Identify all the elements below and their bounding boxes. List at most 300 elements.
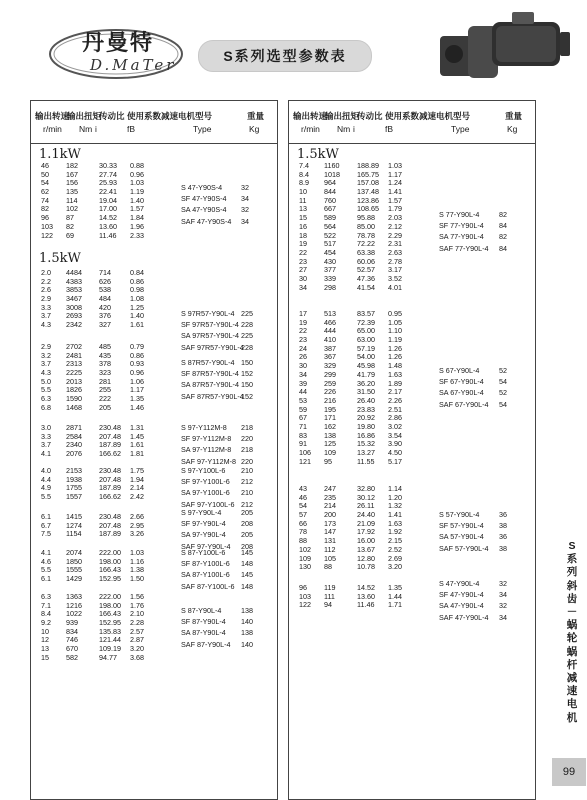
table-cell: 6.1 <box>41 574 51 584</box>
table-cell: 582 <box>66 652 78 662</box>
type-weight: 36 <box>499 510 507 519</box>
table-cell: 1018 <box>324 169 340 179</box>
table-cell: 626 <box>99 276 111 286</box>
type-row <box>439 220 535 231</box>
table-cell: 2.69 <box>388 553 402 563</box>
table-cell: 3008 <box>66 302 82 312</box>
table-cell: 834 <box>66 626 78 636</box>
table-cell: 152.95 <box>99 618 121 628</box>
table-cell: 27 <box>299 265 307 275</box>
type-name: S 47-Y90L-4 <box>439 579 480 588</box>
table-cell: 108.65 <box>357 204 379 214</box>
table-cell: 130 <box>299 562 311 572</box>
table-cell: 182 <box>66 161 78 170</box>
type-row <box>181 193 277 204</box>
table-cell: 299 <box>324 369 336 379</box>
type-name: S 87-Y90L-4 <box>181 606 222 615</box>
table-cell: 4.0 <box>41 466 51 475</box>
table-cell: 111 <box>324 591 335 601</box>
type-name: S 67-Y90L-4 <box>439 366 480 375</box>
type-weight: 210 <box>241 488 253 498</box>
type-weight: 34 <box>499 612 507 622</box>
table-cell: 46 <box>299 492 307 502</box>
table-cell: 167 <box>66 169 78 179</box>
table-cell: 1.31 <box>130 423 144 432</box>
table-cell: 166.43 <box>99 609 121 619</box>
table-cell: 1.79 <box>388 204 402 214</box>
table-cell: 376 <box>99 311 111 321</box>
table-row <box>31 654 277 663</box>
table-cell: 1.03 <box>130 548 144 557</box>
table-cell: 20.92 <box>357 413 375 423</box>
table-cell: 31.50 <box>357 387 375 397</box>
table-cell: 15 <box>41 652 49 662</box>
type-row <box>439 209 535 220</box>
table-cell: 15 <box>299 213 307 223</box>
table-cell: 205 <box>99 402 111 412</box>
table-cell: 230.48 <box>99 466 121 475</box>
table-cell: 1.89 <box>388 378 402 388</box>
type-weight: 38 <box>499 521 507 531</box>
table-cell: 3467 <box>66 294 82 304</box>
type-row <box>181 581 277 592</box>
header-label: 减速电机型号 <box>161 111 213 121</box>
table-cell: 3.7 <box>41 359 51 369</box>
table-cell: 94 <box>324 600 332 610</box>
table-cell: 3.3 <box>41 431 51 441</box>
table-cell: 10 <box>299 187 307 197</box>
table-cell: 0.98 <box>130 285 144 295</box>
type-row <box>439 365 535 376</box>
type-name: SF 77-Y90L-4 <box>439 221 484 231</box>
table-cell: 230.48 <box>99 423 121 432</box>
type-row <box>181 330 277 341</box>
table-cell: 147 <box>324 527 336 537</box>
type-name: SA 87-Y90L-4 <box>181 628 226 638</box>
header-label: 重量 <box>247 111 265 121</box>
table-cell: 2076 <box>66 449 82 459</box>
table-cell: 5.5 <box>41 385 51 395</box>
table-cell: 1.71 <box>388 600 402 610</box>
type-name: SF 97-Y112M-8 <box>181 434 232 444</box>
table-cell: 2.29 <box>388 230 402 240</box>
section-power-label: 1.1kW <box>39 147 81 162</box>
table-cell: 378 <box>99 359 111 369</box>
table-cell: 1.03 <box>388 161 402 170</box>
table-cell: 11.46 <box>99 230 117 240</box>
table-cell: 1.16 <box>130 556 144 566</box>
table-cell: 1557 <box>66 492 82 502</box>
table-cell: 1.61 <box>130 440 144 450</box>
table-cell: 26 <box>299 352 307 362</box>
type-row <box>439 376 535 387</box>
table-cell: 466 <box>324 317 336 327</box>
header-unit: Nm <box>79 124 93 134</box>
table-row <box>289 458 535 467</box>
table-cell: 13 <box>41 644 49 654</box>
table-cell: 3.54 <box>388 430 402 440</box>
type-row <box>181 616 277 627</box>
type-weight: 212 <box>241 477 253 487</box>
table-cell: 125 <box>324 439 336 449</box>
table-cell: 538 <box>99 285 111 295</box>
table-cell: 1.19 <box>388 335 402 345</box>
type-name: SA 67-Y90L-4 <box>439 388 484 398</box>
table-cell: 7.1 <box>41 600 51 610</box>
type-weight: 84 <box>499 221 507 231</box>
table-cell: 19.04 <box>99 195 117 205</box>
table-cell: 1826 <box>66 385 82 395</box>
table-cell: 2702 <box>66 342 82 351</box>
table-cell: 430 <box>324 256 336 266</box>
table-cell: 1216 <box>66 600 82 610</box>
header-unit: Type <box>451 124 470 134</box>
table-cell: 444 <box>324 326 336 336</box>
type-row <box>181 487 277 498</box>
table-cell: 54.00 <box>357 352 375 362</box>
header-unit: fB <box>385 124 394 134</box>
table-cell: 3.68 <box>130 652 144 662</box>
header-label: 使用系数 <box>385 111 420 121</box>
section-power-label: 1.5kW <box>39 251 81 266</box>
table-cell: 6.8 <box>41 402 51 412</box>
table-cell: 16.00 <box>357 536 375 546</box>
table-cell: 2.15 <box>388 536 402 546</box>
table-cell: 667 <box>324 204 336 214</box>
type-row <box>439 589 535 600</box>
table-cell: 135 <box>66 187 78 197</box>
type-row <box>439 509 535 520</box>
table-cell: 0.96 <box>130 169 144 179</box>
table-cell: 103 <box>41 221 53 231</box>
type-weight: 205 <box>241 508 253 517</box>
table-cell: 4.9 <box>41 483 51 493</box>
table-cell: 387 <box>324 343 336 353</box>
table-cell: 1468 <box>66 402 82 412</box>
table-cell: 3.0 <box>41 423 51 432</box>
type-row <box>181 547 277 558</box>
table-cell: 1.61 <box>130 320 144 330</box>
table-cell: 188.89 <box>357 161 379 170</box>
table-cell: 45.98 <box>357 361 375 371</box>
table-cell: 94.77 <box>99 652 117 662</box>
type-name: SF 87-Y90L-4 <box>181 617 226 627</box>
type-row <box>439 387 535 398</box>
table-cell: 13 <box>299 204 307 214</box>
table-cell: 24.40 <box>357 510 375 520</box>
type-row <box>181 216 277 227</box>
type-row <box>181 569 277 580</box>
table-cell: 21.09 <box>357 518 375 528</box>
table-cell: 1.63 <box>388 369 402 379</box>
table-cell: 62 <box>41 187 49 197</box>
table-row <box>31 232 277 241</box>
table-cell: 420 <box>99 302 111 312</box>
table-cell: 200 <box>324 510 336 520</box>
table-cell: 102 <box>299 544 311 554</box>
type-weight: 34 <box>241 194 249 204</box>
table-cell: 13.67 <box>357 544 375 554</box>
table-cell: 67 <box>299 413 307 423</box>
table-cell: 121 <box>299 456 311 466</box>
type-weight: 138 <box>241 606 253 615</box>
type-name: S 87R57-Y90L-4 <box>181 358 235 367</box>
table-cell: 2.78 <box>388 256 402 266</box>
header-label: 输出转速 <box>35 111 70 121</box>
type-weight: 32 <box>241 183 249 192</box>
table-cell: 166.62 <box>99 449 121 459</box>
type-row <box>181 529 277 540</box>
table-cell: 187.89 <box>99 440 121 450</box>
table-cell: 36.20 <box>357 378 375 388</box>
table-cell: 198.00 <box>99 556 121 566</box>
table-cell: 102 <box>66 204 78 214</box>
table-cell: 1.25 <box>130 302 144 312</box>
logo-chinese-text: 丹曼特 <box>82 30 155 56</box>
type-name: SAF 97-Y112M-8 <box>181 456 236 466</box>
type-row <box>181 357 277 368</box>
header-unit: i <box>353 124 355 134</box>
table-cell: 106 <box>299 448 311 457</box>
table-cell: 162 <box>324 421 336 431</box>
table-cell: 517 <box>324 239 336 249</box>
type-row <box>181 182 277 193</box>
table-cell: 8.4 <box>41 609 51 619</box>
table-cell: 513 <box>324 309 336 318</box>
table-cell: 3.7 <box>41 311 51 321</box>
table-cell: 5.5 <box>41 565 51 575</box>
table-cell: 1.17 <box>388 169 402 179</box>
table-cell: 63.00 <box>357 335 375 345</box>
type-weight: 228 <box>241 320 253 330</box>
type-row <box>181 639 277 650</box>
table-cell: 109 <box>299 553 311 563</box>
table-cell: 23.83 <box>357 404 375 414</box>
table-row <box>289 563 535 572</box>
table-cell: 95 <box>324 456 332 466</box>
type-name: SAF 97-Y90L-4 <box>181 541 231 551</box>
type-weight: 225 <box>241 331 253 341</box>
header-label: 重量 <box>505 111 523 121</box>
type-weight: 148 <box>241 559 253 569</box>
table-cell: 50 <box>41 169 49 179</box>
table-row <box>31 404 277 413</box>
table-cell: 32.80 <box>357 484 375 493</box>
table-cell: 1.50 <box>130 574 144 584</box>
type-name: SA 97R57-Y90L-4 <box>181 331 239 341</box>
type-name: SA 77-Y90L-4 <box>439 232 484 242</box>
table-cell: 255 <box>99 385 111 395</box>
table-cell: 22 <box>299 326 307 336</box>
type-row <box>439 520 535 531</box>
table-cell: 0.96 <box>130 368 144 378</box>
table-cell: 1.19 <box>130 187 144 197</box>
table-cell: 26.11 <box>357 501 375 511</box>
table-cell: 2.31 <box>388 239 402 249</box>
table-cell: 2.52 <box>388 544 402 554</box>
type-name: SF 87-Y100L-6 <box>181 559 230 569</box>
table-cell: 19.80 <box>357 421 375 431</box>
table-cell: 87 <box>66 213 74 223</box>
table-cell: 4.01 <box>388 282 402 292</box>
table-cell: 34 <box>299 369 307 379</box>
table-cell: 0.86 <box>130 276 144 286</box>
type-name: SA 57-Y90L-4 <box>439 532 484 542</box>
table-cell: 0.86 <box>130 350 144 360</box>
section-power-label: 1.5kW <box>297 147 339 162</box>
table-cell: 1850 <box>66 556 82 566</box>
type-weight: 34 <box>241 216 249 226</box>
table-cell: 11.55 <box>357 456 375 466</box>
table-cell: 69 <box>66 230 74 240</box>
table-cell: 6.3 <box>41 394 51 404</box>
table-cell: 4.1 <box>41 548 51 557</box>
type-weight: 225 <box>241 309 253 318</box>
table-cell: 2074 <box>66 548 82 557</box>
table-cell: 10.78 <box>357 562 375 572</box>
type-weight: 38 <box>499 543 507 553</box>
table-cell: 4.4 <box>41 474 51 484</box>
table-cell: 109.19 <box>99 644 121 654</box>
table-cell: 83.57 <box>357 309 375 318</box>
table-cell: 1.24 <box>388 178 402 188</box>
table-cell: 1274 <box>66 520 82 530</box>
type-name: SA 87R57-Y90L-4 <box>181 380 239 390</box>
table-cell: 222 <box>99 394 111 404</box>
type-weight: 228 <box>241 342 253 352</box>
table-cell: 222.00 <box>99 548 121 557</box>
type-weight: 150 <box>241 358 253 367</box>
table-cell: 714 <box>99 268 111 277</box>
type-name: SAF 87R57-Y90L-4 <box>181 391 244 401</box>
type-row <box>439 612 535 623</box>
table-cell: 2.10 <box>130 609 144 619</box>
table-cell: 4.3 <box>41 320 51 330</box>
type-name: SAF 67-Y90L-4 <box>439 399 489 409</box>
table-cell: 1.56 <box>130 592 144 601</box>
table-cell: 1555 <box>66 565 82 575</box>
type-weight: 152 <box>241 391 253 401</box>
type-weight: 140 <box>241 639 253 649</box>
table-cell: 1.05 <box>388 317 402 327</box>
type-row <box>439 578 535 589</box>
table-row <box>289 284 535 293</box>
type-weight: 82 <box>499 210 507 219</box>
table-cell: 137.48 <box>357 187 379 197</box>
type-row <box>439 243 535 254</box>
table-cell: 2584 <box>66 431 82 441</box>
table-cell: 72.22 <box>357 239 375 249</box>
type-name: SAF 97R57-Y90L-4 <box>181 342 244 352</box>
table-cell: 2342 <box>66 320 82 330</box>
type-row <box>181 204 277 215</box>
type-name: SA 97-Y90L-4 <box>181 530 226 540</box>
table-cell: 1.26 <box>388 352 402 362</box>
table-cell: 454 <box>324 247 336 257</box>
table-cell: 1.35 <box>388 583 402 592</box>
table-cell: 1.20 <box>388 492 402 502</box>
table-cell: 2013 <box>66 376 82 386</box>
type-weight: 220 <box>241 434 253 444</box>
table-cell: 13.27 <box>357 448 375 457</box>
type-name: SAF 87-Y100L-6 <box>181 581 235 591</box>
table-cell: 3853 <box>66 285 82 295</box>
table-cell: 1.45 <box>130 431 144 441</box>
table-cell: 82 <box>66 221 74 231</box>
type-row <box>181 444 277 455</box>
type-row <box>181 605 277 616</box>
table-cell: 1022 <box>66 609 82 619</box>
table-cell: 3.20 <box>130 644 144 654</box>
table-cell: 30.12 <box>357 492 375 502</box>
table-cell: 4484 <box>66 268 82 277</box>
table-cell: 2693 <box>66 311 82 321</box>
table-cell: 22 <box>299 247 307 257</box>
table-cell: 216 <box>324 395 336 405</box>
table-cell: 156 <box>66 178 78 188</box>
table-cell: 166.43 <box>99 565 121 575</box>
table-cell: 103 <box>299 591 311 601</box>
table-cell: 207.48 <box>99 474 121 484</box>
table-cell: 78.78 <box>357 230 375 240</box>
type-name: SA 47-Y90L-4 <box>439 601 484 611</box>
type-name: S 47-Y90S-4 <box>181 183 223 192</box>
table-cell: 2.42 <box>130 492 144 502</box>
table-cell: 66 <box>299 518 307 528</box>
table-cell: 88 <box>299 536 307 546</box>
table-cell: 1.84 <box>130 213 144 223</box>
type-weight: 84 <box>499 243 507 253</box>
table-cell: 3.52 <box>388 273 402 283</box>
table-cell: 57.19 <box>357 343 375 353</box>
type-weight: 208 <box>241 519 253 529</box>
table-cell: 4.6 <box>41 556 51 566</box>
table-cell: 1.75 <box>130 466 144 475</box>
type-row <box>181 433 277 444</box>
type-weight: 32 <box>241 205 249 215</box>
table-cell: 30 <box>299 273 307 283</box>
type-weight: 210 <box>241 466 253 475</box>
table-cell: 19 <box>299 239 307 249</box>
header-unit: Kg <box>507 124 518 134</box>
table-cell: 2.0 <box>41 268 51 277</box>
table-cell: 23 <box>299 335 307 345</box>
type-name: SA 97-Y112M-8 <box>181 445 232 455</box>
type-weight: 34 <box>499 590 507 600</box>
table-cell: 5.5 <box>41 492 51 502</box>
table-cell: 1.38 <box>130 565 144 575</box>
type-name: S 77-Y90L-4 <box>439 210 480 219</box>
type-name: S 97-Y112M-8 <box>181 423 227 432</box>
table-cell: 1415 <box>66 512 82 521</box>
table-cell: 230.48 <box>99 512 121 521</box>
table-cell: 96 <box>299 583 307 592</box>
table-cell: 329 <box>324 361 336 371</box>
table-cell: 2.28 <box>130 618 144 628</box>
table-cell: 91 <box>299 439 307 449</box>
table-cell: 3.2 <box>41 350 51 360</box>
type-weight: 152 <box>241 369 253 379</box>
table-cell: 16 <box>299 221 307 231</box>
type-row <box>181 308 277 319</box>
table-cell: 63.38 <box>357 247 375 257</box>
header-label: 减速电机型号 <box>419 111 471 121</box>
type-weight: 218 <box>241 445 253 455</box>
table-cell: 54 <box>41 178 49 188</box>
table-cell: 19 <box>299 317 307 327</box>
table-cell: 1160 <box>324 161 340 170</box>
table-cell: 53 <box>299 395 307 405</box>
